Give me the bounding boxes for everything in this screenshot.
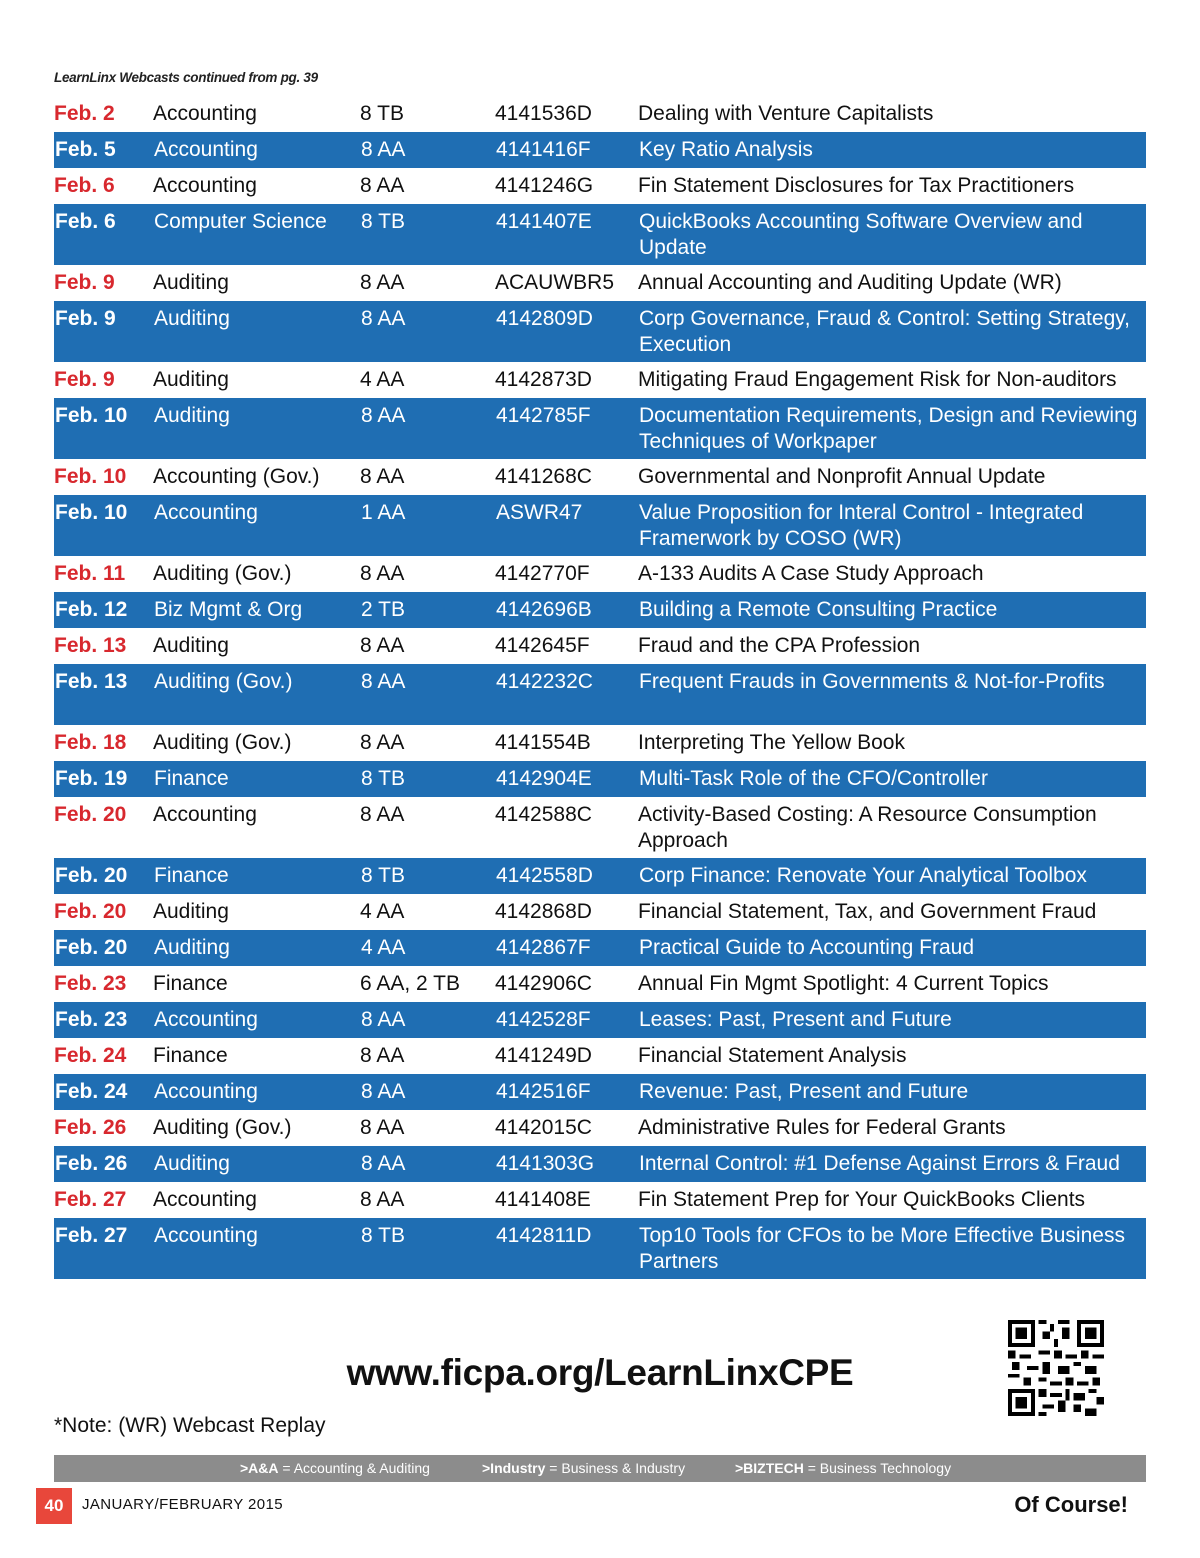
course-date: Feb. 10 — [54, 465, 127, 488]
course-code: 4142906C — [495, 972, 592, 995]
course-title: Multi-Task Role of the CFO/Controller — [639, 767, 988, 790]
course-date: Feb. 26 — [55, 1152, 128, 1175]
course-date: Feb. 9 — [54, 271, 115, 294]
course-subject: Accounting — [154, 1008, 258, 1031]
table-row[interactable] — [54, 761, 1146, 797]
course-date: Feb. 20 — [55, 936, 128, 959]
course-credits: 8 AA — [361, 1080, 406, 1103]
course-subject: Auditing — [154, 307, 230, 330]
table-row[interactable] — [54, 459, 1146, 495]
course-date: Feb. 20 — [55, 864, 128, 887]
course-code: 4141536D — [495, 102, 592, 125]
page-number: 40 — [36, 1488, 72, 1524]
course-code: 4142588C — [495, 803, 592, 826]
course-date: Feb. 18 — [54, 731, 127, 754]
course-date: Feb. 9 — [54, 368, 115, 391]
course-credits: 4 AA — [360, 900, 405, 923]
course-subject: Auditing — [153, 634, 229, 657]
course-code: 4142770F — [495, 562, 590, 585]
table-row[interactable] — [54, 495, 1146, 556]
table-row[interactable] — [54, 1002, 1146, 1038]
course-subject: Auditing — [153, 900, 229, 923]
webcast-schedule-table — [54, 96, 1146, 1279]
table-row[interactable] — [54, 204, 1146, 265]
course-title: Dealing with Venture Capitalists — [638, 102, 934, 125]
course-date: Feb. 20 — [54, 803, 127, 826]
course-date: Feb. 26 — [54, 1116, 127, 1139]
course-credits: 4 AA — [360, 368, 405, 391]
table-row[interactable] — [54, 1110, 1146, 1146]
course-title: Administrative Rules for Federal Grants — [638, 1116, 1006, 1139]
table-row[interactable] — [54, 1182, 1146, 1218]
course-date: Feb. 20 — [54, 900, 127, 923]
table-row[interactable] — [54, 1074, 1146, 1110]
course-subject: Auditing — [154, 404, 230, 427]
course-date: Feb. 6 — [54, 174, 115, 197]
legend-bar — [54, 1455, 1146, 1482]
course-code: 4142696B — [496, 598, 592, 621]
course-subject: Accounting — [153, 102, 257, 125]
course-credits: 4 AA — [361, 936, 406, 959]
course-code: 4142811D — [496, 1224, 592, 1247]
course-subject: Accounting — [153, 803, 257, 826]
course-code: 4142873D — [495, 368, 592, 391]
course-title: Annual Accounting and Auditing Update (WR) — [638, 271, 1062, 294]
course-title: Value Proposition for Interal Control - Integrated Framerwork by COSO (WR) — [639, 501, 1084, 550]
course-credits: 8 TB — [360, 102, 404, 125]
course-code: 4142015C — [495, 1116, 592, 1139]
course-code: ASWR47 — [496, 501, 583, 524]
course-subject: Auditing — [153, 271, 229, 294]
course-credits: 8 AA — [360, 1188, 405, 1211]
course-title: A-133 Audits A Case Study Approach — [638, 562, 984, 585]
table-row[interactable] — [54, 1146, 1146, 1182]
course-title: Documentation Requirements, Design and Reviewing Techniques of Workpaper — [639, 404, 1138, 453]
course-code: 4142904E — [496, 767, 592, 790]
legend-item-industry: >Industry = Business & Industry — [482, 1460, 686, 1476]
table-row[interactable] — [54, 1218, 1146, 1279]
table-row[interactable] — [54, 592, 1146, 628]
course-code: 4141407E — [496, 210, 592, 233]
course-title: Mitigating Fraud Engagement Risk for Non-auditors — [638, 368, 1117, 391]
course-date: Feb. 23 — [55, 1008, 128, 1031]
table-row[interactable] — [54, 362, 1146, 398]
course-title: Revenue: Past, Present and Future — [639, 1080, 969, 1103]
course-title: Financial Statement, Tax, and Government Fraud — [638, 900, 1097, 923]
course-title: Building a Remote Consulting Practice — [639, 598, 998, 621]
table-row[interactable] — [54, 96, 1146, 132]
course-code: 4142785F — [496, 404, 591, 427]
course-credits: 8 AA — [360, 1044, 405, 1067]
course-title: Fin Statement Disclosures for Tax Practitioners — [638, 174, 1075, 197]
course-code: 4141416F — [496, 138, 591, 161]
course-credits: 8 TB — [361, 210, 405, 233]
course-date: Feb. 19 — [55, 767, 128, 790]
course-subject: Auditing — [154, 936, 230, 959]
course-credits: 8 AA — [360, 271, 405, 294]
course-date: Feb. 24 — [55, 1080, 128, 1103]
course-date: Feb. 12 — [55, 598, 128, 621]
course-credits: 8 AA — [361, 404, 406, 427]
course-date: Feb. 2 — [54, 102, 115, 125]
course-date: Feb. 5 — [55, 138, 116, 161]
course-credits: 8 AA — [361, 1008, 406, 1031]
table-row[interactable] — [54, 398, 1146, 459]
table-row[interactable] — [54, 966, 1146, 1002]
course-title: Practical Guide to Accounting Fraud — [639, 936, 975, 959]
course-credits: 8 AA — [360, 562, 405, 585]
course-code: 4141554B — [495, 731, 591, 754]
course-credits: 8 TB — [361, 1224, 405, 1247]
course-date: Feb. 24 — [54, 1044, 127, 1067]
course-subject: Computer Science — [154, 210, 327, 233]
course-subject: Accounting — [154, 138, 258, 161]
course-title: Annual Fin Mgmt Spotlight: 4 Current Topics — [638, 972, 1049, 995]
course-date: Feb. 13 — [54, 634, 127, 657]
course-title: QuickBooks Accounting Software Overview and Update — [639, 210, 1083, 259]
course-title: Corp Governance, Fraud & Control: Setting Strategy, Execution — [639, 307, 1131, 356]
table-row[interactable] — [54, 132, 1146, 168]
course-date: Feb. 23 — [54, 972, 127, 995]
legend-item-biztech: >BIZTECH = Business Technology — [735, 1460, 952, 1476]
course-url[interactable]: www.ficpa.org/LearnLinxCPE — [346, 1352, 854, 1393]
course-date: Feb. 6 — [55, 210, 116, 233]
course-code: 4142232C — [496, 670, 593, 693]
table-row[interactable] — [54, 168, 1146, 204]
course-credits: 8 AA — [360, 634, 405, 657]
course-date: Feb. 10 — [55, 501, 128, 524]
course-subject: Finance — [154, 767, 229, 790]
table-row[interactable] — [54, 930, 1146, 966]
course-date: Feb. 27 — [55, 1224, 128, 1247]
course-code: 4142868D — [495, 900, 592, 923]
course-subject: Finance — [153, 972, 228, 995]
table-row[interactable] — [54, 894, 1146, 930]
course-code: 4142516F — [496, 1080, 591, 1103]
course-subject: Auditing — [153, 368, 229, 391]
course-date: Feb. 9 — [55, 307, 116, 330]
table-row[interactable] — [54, 858, 1146, 894]
course-code: 4142558D — [496, 864, 593, 887]
webcast-replay-note: *Note: (WR) Webcast Replay — [54, 1414, 326, 1437]
course-title: Governmental and Nonprofit Annual Update — [638, 465, 1046, 488]
legend-item-aa: >A&A = Accounting & Auditing — [240, 1460, 430, 1476]
course-subject: Accounting — [154, 1080, 258, 1103]
course-title: Financial Statement Analysis — [638, 1044, 907, 1067]
course-title: Top10 Tools for CFOs to be More Effective Business Partners — [639, 1224, 1125, 1273]
course-subject: Accounting — [154, 501, 258, 524]
course-code: 4141249D — [495, 1044, 592, 1067]
course-credits: 8 AA — [361, 307, 406, 330]
course-subject: Accounting (Gov.) — [153, 465, 320, 488]
course-credits: 8 TB — [361, 767, 405, 790]
course-credits: 8 AA — [360, 465, 405, 488]
course-subject: Accounting — [154, 1224, 258, 1247]
course-subject: Accounting — [153, 1188, 257, 1211]
course-subject: Auditing (Gov.) — [154, 670, 293, 693]
table-row[interactable] — [54, 725, 1146, 761]
course-title: Corp Finance: Renovate Your Analytical Toolbox — [639, 864, 1087, 887]
course-code: 4141408E — [495, 1188, 591, 1211]
course-credits: 8 AA — [360, 803, 405, 826]
table-row[interactable] — [54, 797, 1146, 858]
course-title: Fin Statement Prep for Your QuickBooks Clients — [638, 1188, 1086, 1211]
course-title: Activity-Based Costing: A Resource Consumption Approach — [638, 803, 1097, 852]
course-code: 4141303G — [496, 1152, 595, 1175]
course-credits: 8 AA — [361, 138, 406, 161]
course-code: 4141246G — [495, 174, 594, 197]
tagline: Of Course! — [1014, 1492, 1128, 1517]
course-subject: Finance — [154, 864, 229, 887]
course-subject: Auditing — [154, 1152, 230, 1175]
table-row[interactable] — [54, 1038, 1146, 1074]
course-code: 4142528F — [496, 1008, 591, 1031]
course-title: Leases: Past, Present and Future — [639, 1008, 952, 1031]
course-code: 4142645F — [495, 634, 590, 657]
course-title: Fraud and the CPA Profession — [638, 634, 921, 657]
course-credits: 8 AA — [360, 1116, 405, 1139]
course-subject: Accounting — [153, 174, 257, 197]
table-row[interactable] — [54, 556, 1146, 592]
course-code: 4142809D — [496, 307, 593, 330]
course-code: 4142867F — [496, 936, 591, 959]
table-row[interactable] — [54, 664, 1146, 725]
continued-note: LearnLinx Webcasts continued from pg. 39 — [54, 70, 318, 85]
course-credits: 8 TB — [361, 864, 405, 887]
course-date: Feb. 13 — [55, 670, 128, 693]
course-code: 4141268C — [495, 465, 592, 488]
course-date: Feb. 10 — [55, 404, 128, 427]
course-credits: 8 AA — [360, 731, 405, 754]
course-credits: 8 AA — [361, 1152, 406, 1175]
course-credits: 8 AA — [361, 670, 406, 693]
table-row[interactable] — [54, 301, 1146, 362]
course-title: Key Ratio Analysis — [639, 138, 813, 161]
course-subject: Biz Mgmt & Org — [154, 598, 303, 621]
table-row[interactable] — [54, 265, 1146, 301]
issue-date: JANUARY/FEBRUARY 2015 — [82, 1496, 283, 1513]
course-subject: Finance — [153, 1044, 228, 1067]
course-date: Feb. 27 — [54, 1188, 127, 1211]
table-row[interactable] — [54, 628, 1146, 664]
course-title: Internal Control: #1 Defense Against Errors & Fraud — [639, 1152, 1120, 1175]
course-date: Feb. 11 — [54, 562, 126, 585]
course-subject: Auditing (Gov.) — [153, 1116, 292, 1139]
course-subject: Auditing (Gov.) — [153, 562, 292, 585]
course-credits: 1 AA — [361, 501, 406, 524]
course-credits: 8 AA — [360, 174, 405, 197]
course-credits: 2 TB — [361, 598, 405, 621]
course-code: ACAUWBR5 — [495, 271, 615, 294]
course-title: Interpreting The Yellow Book — [638, 731, 905, 754]
course-title: Frequent Frauds in Governments & Not-for-Profits — [639, 670, 1105, 693]
course-subject: Auditing (Gov.) — [153, 731, 292, 754]
course-credits: 6 AA, 2 TB — [360, 972, 461, 995]
